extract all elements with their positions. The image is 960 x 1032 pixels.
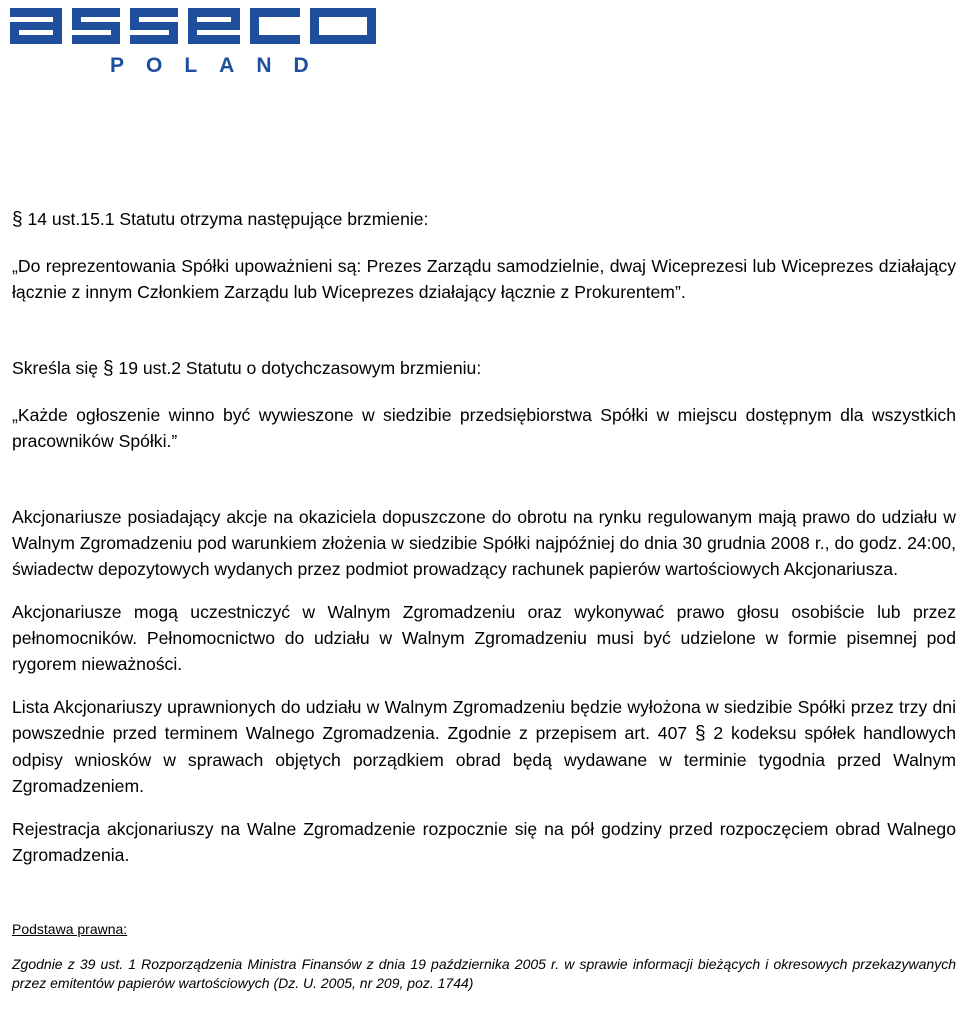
legal-basis-text: Zgodnie z 39 ust. 1 Rozporządzenia Ministra Finansów z dnia 19 października 2005 r. w sprawie informacji bieżących i okresowych przekazywanych przez emitentów papierów wartościowych (Dz. U. 2005, nr 209, poz. 1744)	[12, 956, 956, 991]
paragraph-statute-amendment: § 14 ust.15.1 Statutu otrzyma następujące brzmienie:	[12, 209, 429, 230]
paragraph-shareholder-list: Lista Akcjonariuszy uprawnionych do udziału w Walnym Zgromadzeniu będzie wyłożona w siedzibie Spółki przez trzy dni powszednie przed terminem Walnego Zgromadzenia. Zgodnie z przepisem art. 407 § 2 kodeksu spółek handlowych odpisy wniosków w sprawach objętych porządkiem obrad będą wydawane w terminie tygodnia przed Walnym Zgromadzeniem.	[12, 697, 956, 796]
paragraph-announcement-quote: „Każde ogłoszenie winno być wywieszone w siedzibie przedsiębiorstwa Spółki w miejscu dostępnym dla wszystkich pracowników Spółki.”	[12, 405, 956, 451]
paragraph-voting-rights: Akcjonariusze mogą uczestniczyć w Walnym Zgromadzeniu oraz wykonywać prawo głosu osobiście lub przez pełnomocników. Pełnomocnictwo do udziału w Walnym Zgromadzeniu musi być udzielone w formie pisemnej pod rygorem nieważności.	[12, 602, 956, 674]
asseco-poland-logo	[6, 4, 386, 74]
paragraph-registration: Rejestracja akcjonariuszy na Walne Zgromadzenie rozpocznie się na pół godziny przed rozpoczęciem obrad Walnego Zgromadzenia.	[12, 819, 956, 865]
paragraph-share-deposit: Akcjonariusze posiadający akcje na okaziciela dopuszczone do obrotu na rynku regulowanym mają prawo do udziału w Walnym Zgromadzeniu pod warunkiem złożenia w siedzibie Spółki najpóźniej do dnia 30 grudnia 2008 r., do godz. 24:00, świadectw depozytowych wydanych przez podmiot prowadzący rachunek papierów wartościowych Akcjonariusza.	[12, 507, 956, 579]
section-symbol: §	[12, 209, 23, 230]
document-body	[12, 206, 956, 993]
logo-subtitle: POLAND	[110, 54, 331, 74]
section-symbol: §	[695, 723, 706, 744]
paragraph-deletion: Skreśla się § 19 ust.2 Statutu o dotychczasowym brzmieniu:	[12, 358, 482, 379]
section-symbol: §	[102, 358, 114, 379]
logo-graphic	[6, 4, 386, 74]
legal-basis-title: Podstawa prawna:	[12, 921, 128, 937]
paragraph-representation: „Do reprezentowania Spółki upoważnieni są: Prezes Zarządu samodzielnie, dwaj Wiceprezesi lub Wiceprezes działający łącznie z innym Członkiem Zarządu lub Wiceprezes działający łącznie z Prokurentem”.	[12, 256, 956, 302]
